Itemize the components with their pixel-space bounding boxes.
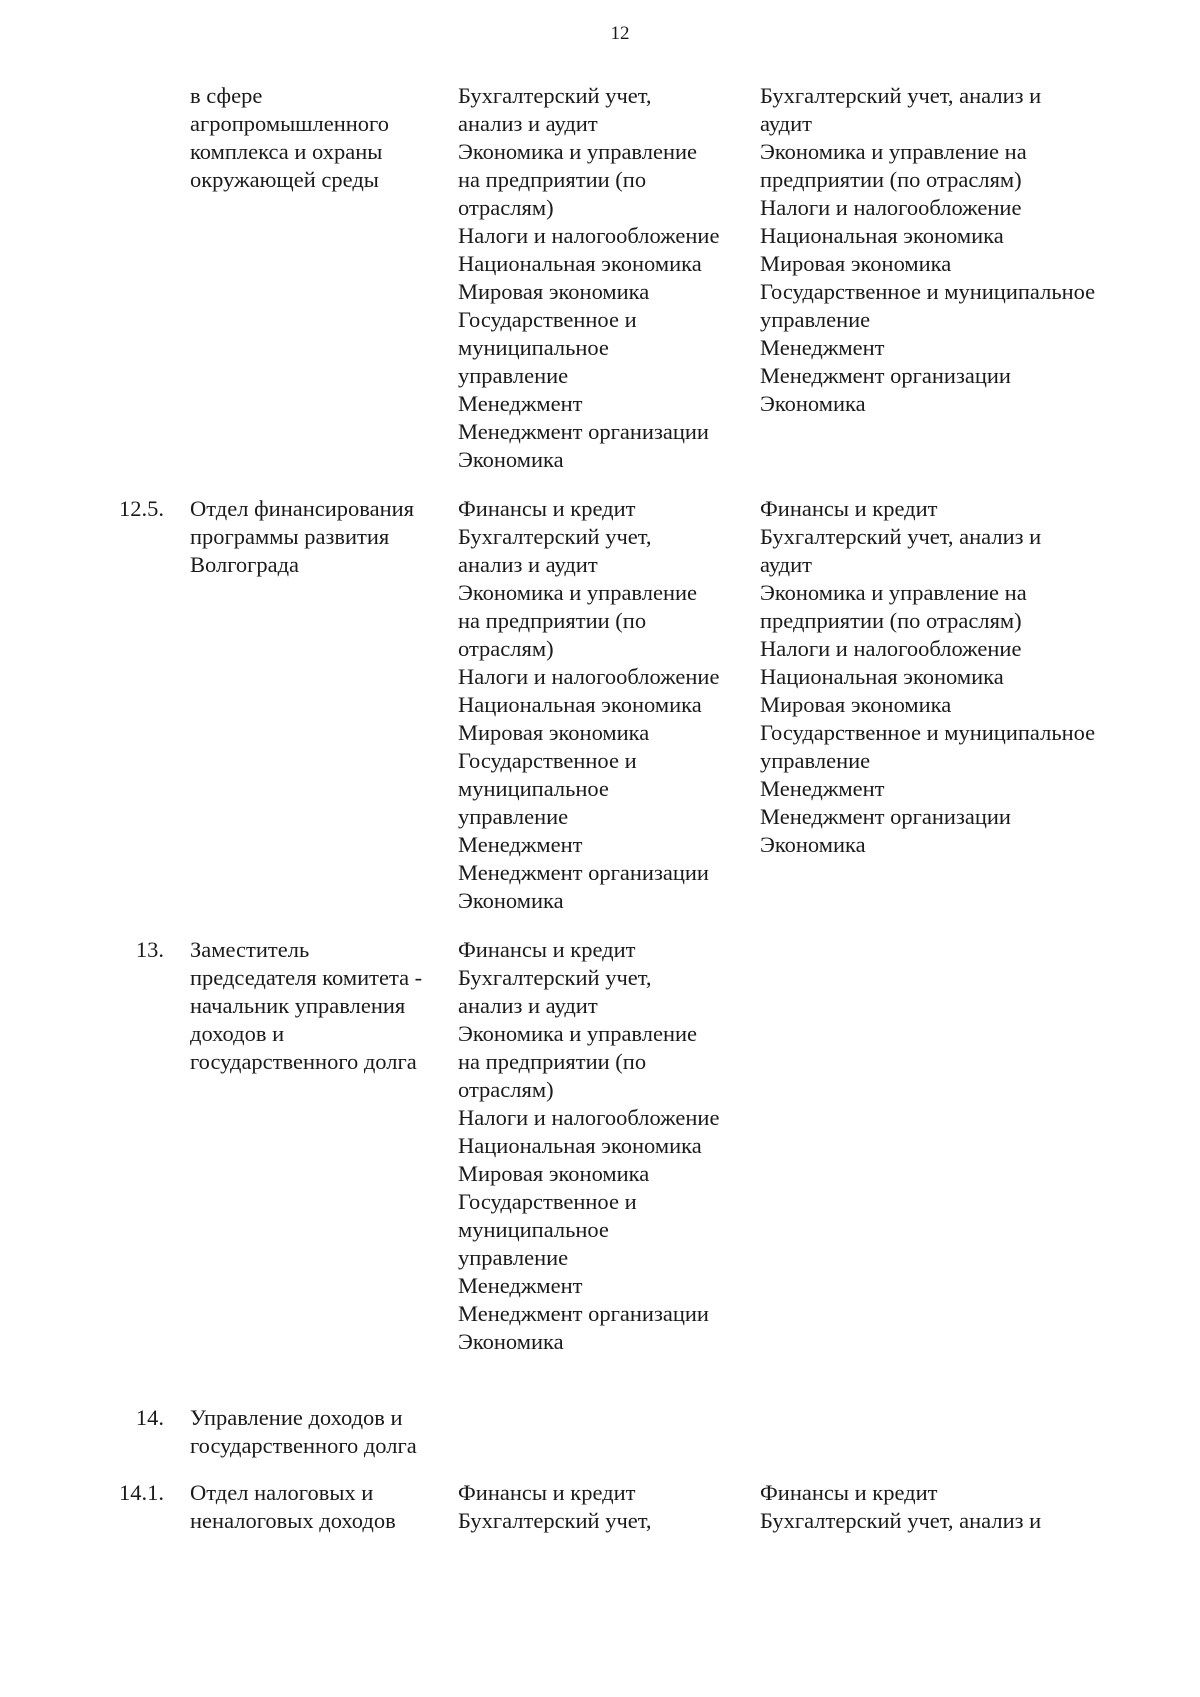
cell-line: анализ и аудит	[458, 552, 598, 577]
cell-line: Налоги и налогообложение	[458, 664, 720, 689]
row-number: 13.	[135, 937, 164, 962]
cell-line: Национальная экономика	[760, 664, 1004, 689]
cell-line: начальник управления	[190, 993, 406, 1018]
cell-line: Менеджмент организации	[760, 363, 1011, 388]
cell-line: в сфере	[190, 83, 263, 108]
cell-line: Налоги и налогообложение	[760, 195, 1022, 220]
cell-line: Менеджмент	[458, 832, 583, 857]
cell-line: комплекса и охраны	[190, 139, 383, 164]
cell-line: Менеджмент	[458, 1273, 583, 1298]
cell-line: анализ и аудит	[458, 111, 598, 136]
position-name	[190, 1404, 417, 1460]
cell-line: Бухгалтерский учет, анализ и	[760, 524, 1042, 549]
row-number: 12.5.	[119, 496, 164, 521]
specialties-column-b	[760, 1479, 1041, 1535]
specialties-column-b	[760, 495, 1095, 859]
specialties-column-a	[458, 82, 719, 474]
position-name	[190, 936, 422, 1076]
cell-line: Управление доходов и	[190, 1405, 403, 1430]
cell-line: Финансы и кредит	[458, 937, 636, 962]
cell-line: Экономика и управление на	[760, 139, 1027, 164]
cell-line: Бухгалтерский учет, анализ и	[760, 83, 1042, 108]
position-name	[190, 82, 389, 194]
specialties-column-b	[760, 82, 1095, 418]
cell-line: программы развития	[190, 524, 390, 549]
cell-line: доходов и	[190, 1021, 285, 1046]
cell-line: Бухгалтерский учет,	[458, 965, 652, 990]
cell-line: Менеджмент	[760, 776, 885, 801]
cell-line: Мировая экономика	[458, 279, 650, 304]
cell-line: Бухгалтерский учет, анализ и	[760, 1508, 1042, 1533]
cell-line: Налоги и налогообложение	[458, 223, 720, 248]
cell-line: Экономика	[760, 391, 866, 416]
cell-line: на предприятии (по	[458, 1049, 647, 1074]
cell-line: государственного долга	[190, 1433, 417, 1458]
cell-line: Бухгалтерский учет,	[458, 83, 652, 108]
cell-line: управление	[458, 1245, 569, 1270]
position-name	[190, 1479, 396, 1535]
cell-line: Бухгалтерский учет,	[458, 1508, 652, 1533]
cell-line: государственного долга	[190, 1049, 417, 1074]
cell-line: Государственное и	[458, 1189, 637, 1214]
cell-line: отраслям)	[458, 1077, 554, 1102]
cell-line: Национальная экономика	[458, 1133, 702, 1158]
cell-line: на предприятии (по	[458, 167, 647, 192]
cell-line: Бухгалтерский учет,	[458, 524, 652, 549]
cell-line: Государственное и муниципальное	[760, 279, 1096, 304]
cell-line: Мировая экономика	[458, 720, 650, 745]
cell-line: управление	[458, 804, 569, 829]
cell-line: на предприятии (по	[458, 608, 647, 633]
page-number: 12	[610, 23, 630, 44]
cell-line: Экономика	[458, 1329, 564, 1354]
cell-line: Мировая экономика	[760, 251, 952, 276]
cell-line: Финансы и кредит	[458, 496, 636, 521]
cell-line: Экономика	[458, 888, 564, 913]
cell-line: Экономика	[458, 447, 564, 472]
cell-line: аудит	[760, 111, 812, 136]
cell-line: Мировая экономика	[458, 1161, 650, 1186]
cell-line: Экономика и управление	[458, 580, 698, 605]
cell-line: Государственное и муниципальное	[760, 720, 1096, 745]
specialties-column-a	[458, 936, 719, 1356]
cell-line: отраслям)	[458, 195, 554, 220]
cell-line: муниципальное	[458, 335, 609, 360]
cell-line: Менеджмент организации	[458, 1301, 709, 1326]
cell-line: агропромышленного	[190, 111, 389, 136]
cell-line: Государственное и	[458, 748, 637, 773]
cell-line: Мировая экономика	[760, 692, 952, 717]
cell-line: Менеджмент организации	[458, 860, 709, 885]
cell-line: Национальная экономика	[760, 223, 1004, 248]
cell-line: неналоговых доходов	[190, 1508, 396, 1533]
cell-line: Экономика	[760, 832, 866, 857]
cell-line: Менеджмент организации	[760, 804, 1011, 829]
cell-line: муниципальное	[458, 776, 609, 801]
cell-line: председателя комитета -	[190, 965, 423, 990]
cell-line: Финансы и кредит	[760, 496, 938, 521]
cell-line: Экономика и управление	[458, 139, 698, 164]
cell-line: муниципальное	[458, 1217, 609, 1242]
cell-line: Финансы и кредит	[760, 1480, 938, 1505]
cell-line: отраслям)	[458, 636, 554, 661]
row-number: 14.	[135, 1405, 164, 1430]
cell-line: окружающей среды	[190, 167, 379, 192]
cell-line: предприятии (по отраслям)	[760, 167, 1022, 192]
cell-line: Отдел финансирования	[190, 496, 415, 521]
cell-line: Национальная экономика	[458, 692, 702, 717]
row-number: 14.1.	[119, 1480, 164, 1505]
specialties-column-a	[458, 495, 719, 915]
cell-line: Налоги и налогообложение	[458, 1105, 720, 1130]
cell-line: Заместитель	[190, 937, 310, 962]
cell-line: Менеджмент	[760, 335, 885, 360]
specialties-column-a	[458, 1479, 652, 1535]
cell-line: предприятии (по отраслям)	[760, 608, 1022, 633]
cell-line: Финансы и кредит	[458, 1480, 636, 1505]
cell-line: управление	[760, 748, 871, 773]
cell-line: Национальная экономика	[458, 251, 702, 276]
cell-line: Менеджмент организации	[458, 419, 709, 444]
cell-line: Налоги и налогообложение	[760, 636, 1022, 661]
cell-line: Отдел налоговых и	[190, 1480, 374, 1505]
cell-line: Государственное и	[458, 307, 637, 332]
cell-line: управление	[760, 307, 871, 332]
cell-line: Экономика и управление на	[760, 580, 1027, 605]
cell-line: анализ и аудит	[458, 993, 598, 1018]
cell-line: управление	[458, 363, 569, 388]
cell-line: Менеджмент	[458, 391, 583, 416]
cell-line: Волгограда	[190, 552, 300, 577]
cell-line: Экономика и управление	[458, 1021, 698, 1046]
position-name	[190, 495, 414, 579]
cell-line: аудит	[760, 552, 812, 577]
